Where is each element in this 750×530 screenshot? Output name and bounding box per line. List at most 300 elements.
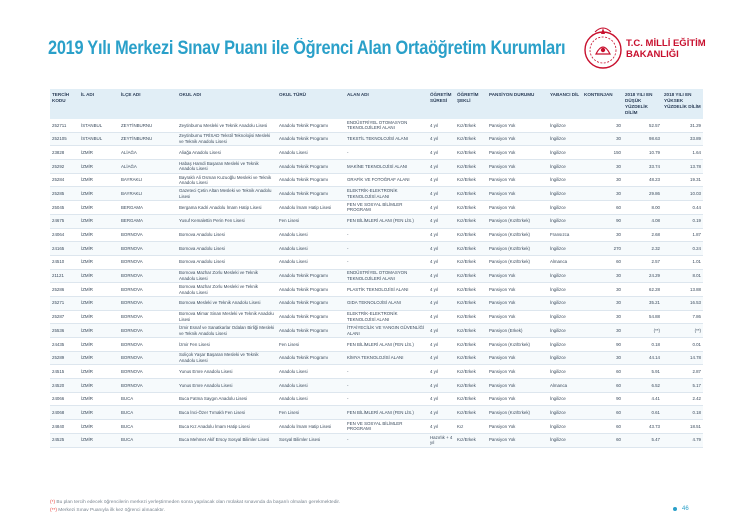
cell-il: İZMİR bbox=[79, 283, 119, 297]
table-header-row bbox=[50, 89, 703, 119]
cell-yabanci-dil: İngilizce bbox=[548, 324, 582, 338]
cell-en-yuksek: 2.87 bbox=[662, 365, 703, 379]
table-row bbox=[50, 255, 703, 269]
cell-ogretim-suresi: 4 yıl bbox=[428, 201, 455, 215]
cell-ogretim-suresi: 4 yıl bbox=[428, 242, 455, 256]
footnote-2 bbox=[50, 507, 340, 515]
table-row bbox=[50, 433, 703, 447]
cell-ogretim-suresi: 4 yıl bbox=[428, 324, 455, 338]
cell-okul-turu: Anadolu Lisesi bbox=[277, 255, 345, 269]
cell-ogretim-sekli: Kız/Erkek bbox=[455, 296, 487, 310]
cell-il: İZMİR bbox=[79, 296, 119, 310]
cell-kontenjan: 60 bbox=[582, 406, 623, 420]
cell-kontenjan: 30 bbox=[582, 119, 623, 132]
cell-alan-adi: FEN BİLİMLERİ ALANI (FEN LİS.) bbox=[345, 338, 428, 352]
cell-ogretim-suresi: 4 yıl bbox=[428, 379, 455, 393]
cell-kontenjan: 30 bbox=[582, 173, 623, 187]
cell-yabanci-dil: İngilizce bbox=[548, 338, 582, 352]
cell-alan-adi: ENDÜSTRİYEL OTOMASYON TEKNOLOJİLERİ ALANI bbox=[345, 119, 428, 132]
cell-ogretim-suresi: Hazırlık + 4 yıl bbox=[428, 433, 455, 447]
table-row bbox=[50, 201, 703, 215]
cell-il: İSTANBUL bbox=[79, 119, 119, 132]
cell-pansiyon: Pansiyon Yok bbox=[487, 392, 548, 406]
cell-en-dusuk: 5.47 bbox=[623, 433, 662, 447]
cell-okul-turu: Anadolu Lisesi bbox=[277, 242, 345, 256]
cell-alan-adi: - bbox=[345, 433, 428, 447]
cell-tercih-kodu: 25287 bbox=[50, 310, 79, 324]
cell-yabanci-dil: İngilizce bbox=[548, 392, 582, 406]
cell-il: İZMİR bbox=[79, 228, 119, 242]
cell-ogretim-suresi: 4 yıl bbox=[428, 228, 455, 242]
footnote-1-text: Bu plan tercih edecek öğrencilerin merkezi yerleştirmeden sonra yapılacak olan mülakat sınavında da başarılı olmaları gerekmektedir. bbox=[56, 500, 341, 505]
cell-okul-turu: Anadolu İmam Hatip Lisesi bbox=[277, 201, 345, 215]
page-dot-icon bbox=[673, 507, 677, 511]
table-row bbox=[50, 392, 703, 406]
cell-tercih-kodu: 252711 bbox=[50, 119, 79, 132]
cell-ilce: BUCA bbox=[119, 420, 177, 434]
cell-pansiyon: Pansiyon Yok bbox=[487, 296, 548, 310]
cell-tercih-kodu: 23828 bbox=[50, 146, 79, 160]
cell-en-yuksek: 1.64 bbox=[662, 146, 703, 160]
cell-tercih-kodu: 25536 bbox=[50, 324, 79, 338]
cell-kontenjan: 30 bbox=[582, 351, 623, 365]
cell-il: İZMİR bbox=[79, 310, 119, 324]
cell-tercih-kodu: 25292 bbox=[50, 160, 79, 174]
cell-il: İZMİR bbox=[79, 187, 119, 201]
cell-yabanci-dil: Fransızca bbox=[548, 228, 582, 242]
cell-okul-adi: Bornova Mazhar Zorlu Mesleki ve Teknik Anadolu Lisesi bbox=[177, 283, 277, 297]
table-row bbox=[50, 132, 703, 146]
cell-il: İZMİR bbox=[79, 338, 119, 352]
cell-alan-adi: - bbox=[345, 365, 428, 379]
cell-kontenjan: 30 bbox=[582, 324, 623, 338]
cell-pansiyon: Pansiyon Yok bbox=[487, 269, 548, 283]
cell-pansiyon: Pansiyon (Kız/Erkek) bbox=[487, 242, 548, 256]
cell-okul-turu: Anadolu Teknik Programı bbox=[277, 160, 345, 174]
cell-tercih-kodu: 25284 bbox=[50, 173, 79, 187]
cell-okul-turu: Anadolu Teknik Programı bbox=[277, 283, 345, 297]
cell-okul-turu: Anadolu Teknik Programı bbox=[277, 324, 345, 338]
cell-ilce: BERGAMA bbox=[119, 201, 177, 215]
cell-alan-adi: - bbox=[345, 255, 428, 269]
cell-yabanci-dil: İngilizce bbox=[548, 406, 582, 420]
cell-kontenjan: 60 bbox=[582, 379, 623, 393]
cell-kontenjan: 30 bbox=[582, 228, 623, 242]
cell-yabanci-dil: İngilizce bbox=[548, 160, 582, 174]
cell-ogretim-suresi: 4 yıl bbox=[428, 269, 455, 283]
column-header: 2018 YILI EN DÜŞÜK YÜZDELİK DİLİM bbox=[623, 89, 662, 119]
ministry-emblem-icon bbox=[582, 22, 624, 74]
cell-ilce: BORNOVA bbox=[119, 338, 177, 352]
cell-ogretim-sekli: Kız/Erkek bbox=[455, 379, 487, 393]
cell-ilce: BUCA bbox=[119, 406, 177, 420]
cell-okul-turu: Anadolu Teknik Programı bbox=[277, 173, 345, 187]
cell-okul-adi: Yusuf Kemalettin Perin Fen Lisesi bbox=[177, 214, 277, 228]
cell-yabanci-dil: İngilizce bbox=[548, 214, 582, 228]
school-table bbox=[50, 89, 703, 448]
cell-okul-turu: Anadolu Lisesi bbox=[277, 228, 345, 242]
cell-okul-adi: Bornova Anadolu Lisesi bbox=[177, 255, 277, 269]
cell-okul-adi: Bornova Mimar Sinan Mesleki ve Teknik Anadolu Lisesi bbox=[177, 310, 277, 324]
cell-kontenjan: 60 bbox=[582, 201, 623, 215]
cell-ogretim-suresi: 4 yıl bbox=[428, 392, 455, 406]
cell-ogretim-suresi: 4 yıl bbox=[428, 173, 455, 187]
cell-okul-adi: Zeytinburnu TRİSAD Tekstil Teknolojisi Mesleki ve Teknik Anadolu Lisesi bbox=[177, 132, 277, 146]
cell-alan-adi: FEN BİLİMLERİ ALANI (FEN LİS.) bbox=[345, 214, 428, 228]
cell-il: İZMİR bbox=[79, 146, 119, 160]
cell-en-dusuk: 0.61 bbox=[623, 406, 662, 420]
cell-okul-adi: İzmir Fen Lisesi bbox=[177, 338, 277, 352]
cell-en-dusuk: 33.74 bbox=[623, 160, 662, 174]
logo-text bbox=[626, 38, 706, 60]
cell-il: İZMİR bbox=[79, 201, 119, 215]
table-row bbox=[50, 420, 703, 434]
cell-en-yuksek: 0.24 bbox=[662, 242, 703, 256]
cell-ogretim-sekli: Kız/Erkek bbox=[455, 214, 487, 228]
cell-tercih-kodu: 24515 bbox=[50, 365, 79, 379]
cell-en-dusuk: 4.08 bbox=[623, 214, 662, 228]
table-row bbox=[50, 310, 703, 324]
cell-tercih-kodu: 24840 bbox=[50, 420, 79, 434]
cell-en-yuksek: 5.17 bbox=[662, 379, 703, 393]
cell-tercih-kodu: 25289 bbox=[50, 351, 79, 365]
cell-tercih-kodu: 252105 bbox=[50, 132, 79, 146]
cell-okul-turu: Fen Lisesi bbox=[277, 338, 345, 352]
cell-kontenjan: 30 bbox=[582, 310, 623, 324]
cell-en-yuksek: 14.78 bbox=[662, 351, 703, 365]
cell-tercih-kodu: 25285 bbox=[50, 187, 79, 201]
cell-ogretim-suresi: 4 yıl bbox=[428, 160, 455, 174]
cell-tercih-kodu: 24675 bbox=[50, 214, 79, 228]
cell-ogretim-sekli: Kız/Erkek bbox=[455, 269, 487, 283]
cell-ilce: BORNOVA bbox=[119, 269, 177, 283]
column-header: PANSİYON DURUMU bbox=[487, 89, 548, 119]
cell-kontenjan: 30 bbox=[582, 132, 623, 146]
cell-pansiyon: Pansiyon (Kız/Erkek) bbox=[487, 338, 548, 352]
cell-en-dusuk: 48.23 bbox=[623, 173, 662, 187]
cell-okul-turu: Anadolu İmam Hatip Lisesi bbox=[277, 420, 345, 434]
cell-en-dusuk: 44.14 bbox=[623, 351, 662, 365]
table-row bbox=[50, 338, 703, 352]
cell-en-dusuk: 5.91 bbox=[623, 365, 662, 379]
cell-tercih-kodu: 24510 bbox=[50, 255, 79, 269]
cell-en-yuksek: (**) bbox=[662, 324, 703, 338]
cell-tercih-kodu: 24066 bbox=[50, 392, 79, 406]
logo-line-1: T.C. MİLLİ EĞİTİM bbox=[626, 38, 706, 49]
cell-ogretim-suresi: 4 yıl bbox=[428, 119, 455, 132]
column-header: 2018 YILI EN YÜKSEK YÜZDELİK DİLİM bbox=[662, 89, 703, 119]
cell-ogretim-sekli: Kız/Erkek bbox=[455, 365, 487, 379]
cell-kontenjan: 30 bbox=[582, 296, 623, 310]
cell-kontenjan: 60 bbox=[582, 365, 623, 379]
cell-en-yuksek: 0.44 bbox=[662, 201, 703, 215]
cell-ogretim-sekli: Kız/Erkek bbox=[455, 146, 487, 160]
cell-ogretim-sekli: Kız/Erkek bbox=[455, 406, 487, 420]
table-row bbox=[50, 269, 703, 283]
cell-ilce: BAYRAKLI bbox=[119, 187, 177, 201]
cell-kontenjan: 60 bbox=[582, 255, 623, 269]
table-body bbox=[50, 119, 703, 447]
cell-yabanci-dil: Almanca bbox=[548, 255, 582, 269]
cell-alan-adi: ENDÜSTRİYEL OTOMASYON TEKNOLOJİLERİ ALANI bbox=[345, 269, 428, 283]
cell-pansiyon: Pansiyon Yok bbox=[487, 365, 548, 379]
cell-ogretim-sekli: Kız/Erkek bbox=[455, 173, 487, 187]
cell-okul-turu: Anadolu Teknik Programı bbox=[277, 351, 345, 365]
cell-okul-turu: Anadolu Teknik Programı bbox=[277, 187, 345, 201]
cell-kontenjan: 270 bbox=[582, 242, 623, 256]
cell-yabanci-dil: İngilizce bbox=[548, 433, 582, 447]
cell-yabanci-dil: İngilizce bbox=[548, 201, 582, 215]
cell-tercih-kodu: 24525 bbox=[50, 433, 79, 447]
cell-tercih-kodu: 21121 bbox=[50, 269, 79, 283]
cell-ilce: ZEYTİNBURNU bbox=[119, 132, 177, 146]
cell-kontenjan: 30 bbox=[582, 269, 623, 283]
table-row bbox=[50, 379, 703, 393]
cell-tercih-kodu: 24064 bbox=[50, 228, 79, 242]
column-header: ÖĞRETİM ŞEKLİ bbox=[455, 89, 487, 119]
cell-il: İZMİR bbox=[79, 433, 119, 447]
cell-okul-adi: Soliçok Yaşar Başaran Mesleki ve Teknik Anadolu Lisesi bbox=[177, 351, 277, 365]
cell-pansiyon: Pansiyon Yok bbox=[487, 283, 548, 297]
cell-il: İZMİR bbox=[79, 406, 119, 420]
cell-kontenjan: 30 bbox=[582, 283, 623, 297]
cell-okul-adi: Habaş Hamdi Başaran Mesleki ve Teknik Anadolu Lisesi bbox=[177, 160, 277, 174]
cell-ogretim-suresi: 4 yıl bbox=[428, 338, 455, 352]
column-header: KONTENJAN bbox=[582, 89, 623, 119]
cell-alan-adi: FEN VE SOSYAL BİLİMLER PROGRAMI bbox=[345, 420, 428, 434]
table-row bbox=[50, 119, 703, 132]
cell-tercih-kodu: 24520 bbox=[50, 379, 79, 393]
cell-okul-turu: Anadolu Teknik Programı bbox=[277, 119, 345, 132]
cell-ilce: BORNOVA bbox=[119, 379, 177, 393]
cell-en-dusuk: 29.86 bbox=[623, 187, 662, 201]
cell-yabanci-dil: İngilizce bbox=[548, 296, 582, 310]
cell-okul-adi: Buca Mehmet Akif Ersoy Sosyal Bilimler Lisesi bbox=[177, 433, 277, 447]
cell-okul-adi: Bergama Kadri Anadolu İmam Hatip Lisesi bbox=[177, 201, 277, 215]
cell-ogretim-sekli: Kız/Erkek bbox=[455, 351, 487, 365]
cell-alan-adi: - bbox=[345, 146, 428, 160]
cell-yabanci-dil: İngilizce bbox=[548, 132, 582, 146]
cell-ilce: BORNOVA bbox=[119, 351, 177, 365]
cell-en-dusuk: 43.73 bbox=[623, 420, 662, 434]
cell-en-dusuk: 2.68 bbox=[623, 228, 662, 242]
column-header: İL ADI bbox=[79, 89, 119, 119]
cell-ogretim-suresi: 4 yıl bbox=[428, 310, 455, 324]
cell-alan-adi: - bbox=[345, 242, 428, 256]
cell-okul-turu: Fen Lisesi bbox=[277, 214, 345, 228]
column-header: OKUL TÜRÜ bbox=[277, 89, 345, 119]
cell-ilce: ALİAĞA bbox=[119, 160, 177, 174]
table-row bbox=[50, 324, 703, 338]
footnote-1-mark: (*) bbox=[50, 500, 56, 505]
cell-en-dusuk: 35.21 bbox=[623, 296, 662, 310]
cell-pansiyon: Pansiyon Yok bbox=[487, 173, 548, 187]
table-row bbox=[50, 146, 703, 160]
cell-alan-adi: İTFAİYECİLİK VE YANGIN GÜVENLİĞİ ALANI bbox=[345, 324, 428, 338]
cell-okul-adi: Aliağa Anadolu Lisesi bbox=[177, 146, 277, 160]
cell-pansiyon: Pansiyon Yok bbox=[487, 433, 548, 447]
cell-kontenjan: 90 bbox=[582, 392, 623, 406]
cell-kontenjan: 90 bbox=[582, 214, 623, 228]
cell-okul-adi: Bayraklı Ali Osman Kuzuoğlu Mesleki ve Teknik Anadolu Lisesi bbox=[177, 173, 277, 187]
cell-okul-adi: Yunus Emre Anadolu Lisesi bbox=[177, 379, 277, 393]
column-header: İLÇE ADI bbox=[119, 89, 177, 119]
column-header: ÖĞRETİM SÜRESİ bbox=[428, 89, 455, 119]
cell-yabanci-dil: İngilizce bbox=[548, 146, 582, 160]
cell-il: İZMİR bbox=[79, 173, 119, 187]
cell-alan-adi: ELEKTRİK-ELEKTRONİK TEKNOLOJİSİ ALANI bbox=[345, 187, 428, 201]
cell-yabanci-dil: İngilizce bbox=[548, 269, 582, 283]
cell-ilce: BORNOVA bbox=[119, 255, 177, 269]
cell-alan-adi: - bbox=[345, 379, 428, 393]
cell-ilce: BORNOVA bbox=[119, 283, 177, 297]
table-row bbox=[50, 160, 703, 174]
cell-ogretim-sekli: Kız/Erkek bbox=[455, 310, 487, 324]
cell-okul-adi: Bornova Anadolu Lisesi bbox=[177, 242, 277, 256]
cell-ogretim-sekli: Kız/Erkek bbox=[455, 338, 487, 352]
cell-ogretim-suresi: 4 yıl bbox=[428, 187, 455, 201]
cell-en-yuksek: 31.29 bbox=[662, 119, 703, 132]
cell-en-yuksek: 33.89 bbox=[662, 132, 703, 146]
cell-il: İZMİR bbox=[79, 392, 119, 406]
cell-pansiyon: Pansiyon Yok bbox=[487, 351, 548, 365]
cell-ilce: BORNOVA bbox=[119, 228, 177, 242]
cell-tercih-kodu: 25271 bbox=[50, 296, 79, 310]
cell-en-dusuk: 54.88 bbox=[623, 310, 662, 324]
cell-pansiyon: Pansiyon Yok bbox=[487, 379, 548, 393]
cell-okul-turu: Anadolu Lisesi bbox=[277, 365, 345, 379]
table-row bbox=[50, 365, 703, 379]
cell-yabanci-dil: Almanca bbox=[548, 379, 582, 393]
cell-en-dusuk: 98.63 bbox=[623, 132, 662, 146]
cell-yabanci-dil: İngilizce bbox=[548, 420, 582, 434]
cell-il: İZMİR bbox=[79, 242, 119, 256]
cell-ogretim-suresi: 4 yıl bbox=[428, 420, 455, 434]
cell-ogretim-sekli: Kız/Erkek bbox=[455, 283, 487, 297]
cell-en-dusuk: 0.18 bbox=[623, 338, 662, 352]
page-number: 46 bbox=[682, 506, 689, 512]
cell-en-yuksek: 10.03 bbox=[662, 187, 703, 201]
cell-pansiyon: Pansiyon Yok bbox=[487, 420, 548, 434]
cell-ilce: ALİAĞA bbox=[119, 146, 177, 160]
cell-en-yuksek: 18.51 bbox=[662, 420, 703, 434]
cell-yabanci-dil: İngilizce bbox=[548, 351, 582, 365]
table-row bbox=[50, 351, 703, 365]
cell-yabanci-dil: İngilizce bbox=[548, 365, 582, 379]
cell-en-yuksek: 4.79 bbox=[662, 433, 703, 447]
cell-okul-adi: Bornova Anadolu Lisesi bbox=[177, 228, 277, 242]
cell-yabanci-dil: İngilizce bbox=[548, 119, 582, 132]
cell-okul-turu: Anadolu Teknik Programı bbox=[277, 269, 345, 283]
cell-ilce: BAYRAKLI bbox=[119, 173, 177, 187]
page-title: 2019 Yılı Merkezi Sınav Puanı ile Öğrenci Alan Ortaöğretim Kurumları bbox=[48, 38, 566, 59]
cell-ilce: BORNOVA bbox=[119, 324, 177, 338]
cell-ogretim-suresi: 4 yıl bbox=[428, 214, 455, 228]
cell-ogretim-sekli: Kız/Erkek bbox=[455, 119, 487, 132]
cell-en-yuksek: 0.19 bbox=[662, 214, 703, 228]
cell-yabanci-dil: İngilizce bbox=[548, 242, 582, 256]
cell-il: İZMİR bbox=[79, 351, 119, 365]
table-row bbox=[50, 283, 703, 297]
cell-ogretim-sekli: Kız/Erkek bbox=[455, 433, 487, 447]
column-header: TERCİH KODU bbox=[50, 89, 79, 119]
cell-en-dusuk: 52.57 bbox=[623, 119, 662, 132]
cell-tercih-kodu: 25045 bbox=[50, 201, 79, 215]
cell-okul-turu: Anadolu Lisesi bbox=[277, 392, 345, 406]
cell-pansiyon: Pansiyon (Kız/Erkek) bbox=[487, 406, 548, 420]
cell-en-dusuk: 2.57 bbox=[623, 255, 662, 269]
column-header: ALAN ADI bbox=[345, 89, 428, 119]
cell-okul-adi: Gazeteci Çetin Altan Mesleki ve Teknik Anadolu Lisesi bbox=[177, 187, 277, 201]
cell-ilce: BUCA bbox=[119, 433, 177, 447]
footnotes bbox=[50, 499, 340, 515]
footnote-2-text: Merkezi Sınav Puanıyla ilk kez öğrenci alınacaktır. bbox=[58, 508, 165, 514]
cell-ilce: BORNOVA bbox=[119, 365, 177, 379]
cell-en-dusuk: 6.52 bbox=[623, 379, 662, 393]
cell-ilce: BORNOVA bbox=[119, 296, 177, 310]
cell-okul-adi: Zeytinburnu Mesleki ve Teknik Anadolu Lisesi bbox=[177, 119, 277, 132]
cell-ilce: BORNOVA bbox=[119, 242, 177, 256]
cell-ogretim-sekli: Kız bbox=[455, 420, 487, 434]
cell-ogretim-suresi: 4 yıl bbox=[428, 296, 455, 310]
cell-il: İZMİR bbox=[79, 324, 119, 338]
cell-alan-adi: - bbox=[345, 392, 428, 406]
cell-en-yuksek: 13.78 bbox=[662, 160, 703, 174]
cell-alan-adi: FEN BİLİMLERİ ALANI (FEN LİS.) bbox=[345, 406, 428, 420]
cell-ogretim-sekli: Kız/Erkek bbox=[455, 392, 487, 406]
cell-alan-adi: - bbox=[345, 228, 428, 242]
cell-alan-adi: MAKİNE TEKNOLOJİSİ ALANI bbox=[345, 160, 428, 174]
cell-okul-turu: Anadolu Teknik Programı bbox=[277, 310, 345, 324]
cell-alan-adi: KİMYA TEKNOLOJİSİ ALANI bbox=[345, 351, 428, 365]
table-row bbox=[50, 173, 703, 187]
cell-il: İZMİR bbox=[79, 420, 119, 434]
cell-yabanci-dil: İngilizce bbox=[548, 283, 582, 297]
cell-kontenjan: 60 bbox=[582, 433, 623, 447]
cell-tercih-kodu: 24435 bbox=[50, 338, 79, 352]
cell-il: İZMİR bbox=[79, 365, 119, 379]
table-row bbox=[50, 406, 703, 420]
table-row bbox=[50, 242, 703, 256]
cell-pansiyon: Pansiyon Yok bbox=[487, 160, 548, 174]
cell-okul-adi: Bornova Mesleki ve Teknik Anadolu Lisesi bbox=[177, 296, 277, 310]
cell-en-yuksek: 0.01 bbox=[662, 338, 703, 352]
cell-ogretim-sekli: Kız/Erkek bbox=[455, 228, 487, 242]
cell-en-dusuk: 10.79 bbox=[623, 146, 662, 160]
cell-okul-adi: Buca Kız Anadolu İmam Hatip Lisesi bbox=[177, 420, 277, 434]
cell-en-yuksek: 13.88 bbox=[662, 283, 703, 297]
cell-en-dusuk: 24.29 bbox=[623, 269, 662, 283]
cell-pansiyon: Pansiyon Yok bbox=[487, 132, 548, 146]
cell-okul-adi: Buca Fatma Saygın Anadolu Lisesi bbox=[177, 392, 277, 406]
cell-en-dusuk: 8.00 bbox=[623, 201, 662, 215]
cell-ilce: BORNOVA bbox=[119, 310, 177, 324]
table-row bbox=[50, 296, 703, 310]
cell-en-yuksek: 1.01 bbox=[662, 255, 703, 269]
footnote-1 bbox=[50, 499, 340, 507]
column-header: OKUL ADI bbox=[177, 89, 277, 119]
cell-en-yuksek: 1.87 bbox=[662, 228, 703, 242]
cell-il: İSTANBUL bbox=[79, 132, 119, 146]
cell-ilce: BERGAMA bbox=[119, 214, 177, 228]
cell-en-yuksek: 19.31 bbox=[662, 173, 703, 187]
table-row bbox=[50, 228, 703, 242]
cell-alan-adi: ELEKTRİK-ELEKTRONİK TEKNOLOJİSİ ALANI bbox=[345, 310, 428, 324]
cell-pansiyon: Pansiyon Yok bbox=[487, 119, 548, 132]
cell-en-yuksek: 16.53 bbox=[662, 296, 703, 310]
cell-alan-adi: GIDA TEKNOLOJİSİ ALANI bbox=[345, 296, 428, 310]
cell-en-yuksek: 8.01 bbox=[662, 269, 703, 283]
